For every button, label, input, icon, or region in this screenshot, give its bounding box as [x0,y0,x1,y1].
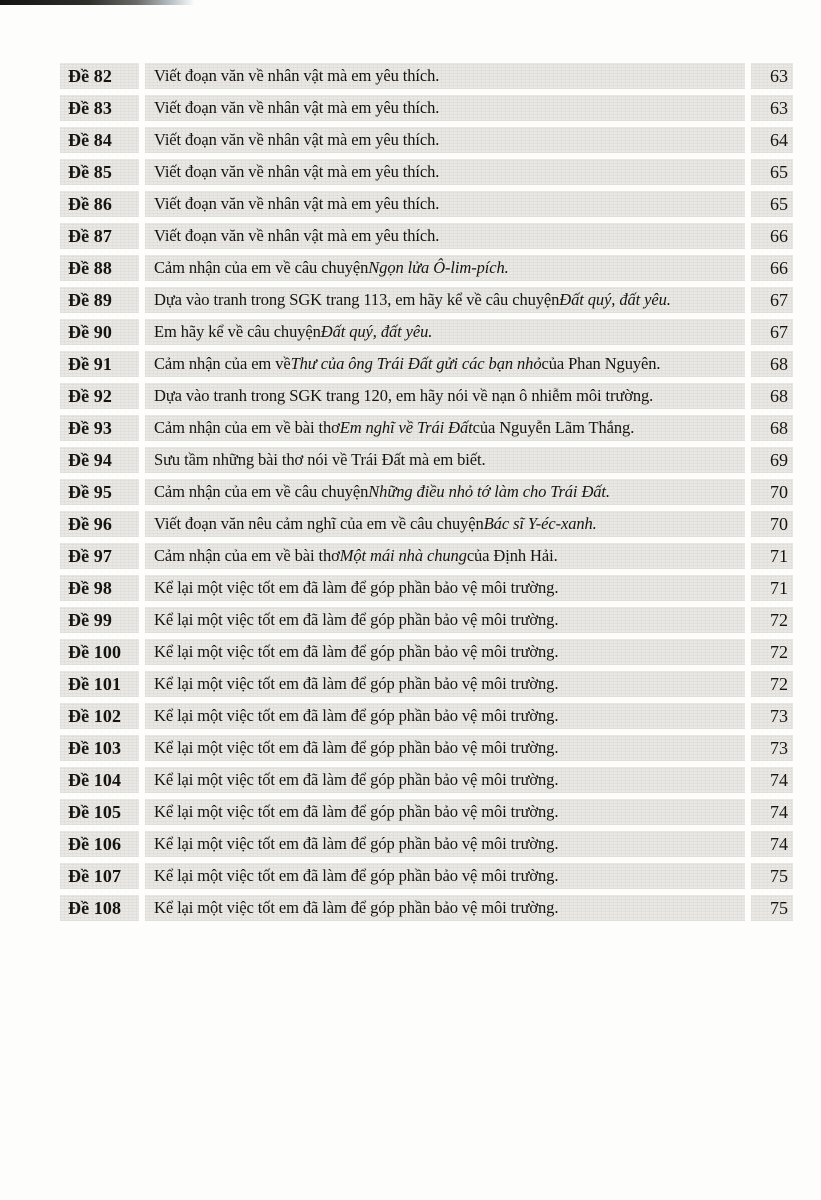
toc-row [60,127,793,153]
toc-row [60,447,793,473]
toc-row-page-number: 68 [751,351,793,377]
toc-row-page-number: 71 [751,543,793,569]
toc-row [60,735,793,761]
toc-row [60,351,793,377]
toc-row-label: Đề 96 [60,511,139,537]
toc-row-page-number: 75 [751,895,793,921]
description-text: Dựa vào tranh trong SGK trang 113, em hãy kể về câu chuyện [154,290,560,309]
toc-row [60,479,793,505]
book-title-italic: Thư của ông Trái Đất gửi các bạn nhỏ [290,354,542,373]
book-title-italic: Đất quý, đất yêu. [320,322,433,341]
toc-row [60,543,793,569]
toc-row [60,191,793,217]
description-text: Viết đoạn văn về nhân vật mà em yêu thích. [154,162,440,181]
toc-row [60,383,793,409]
toc-row-description [145,799,745,825]
toc-row-description [145,351,745,377]
description-text: Viết đoạn văn về nhân vật mà em yêu thích. [154,194,440,213]
toc-row-label: Đề 107 [60,863,139,889]
toc-row-page-number: 63 [751,95,793,121]
description-text: Dựa vào tranh trong SGK trang 120, em hãy nói về nạn ô nhiễm môi trường. [154,386,654,405]
book-title-italic: Ngọn lửa Ô-lim-pích. [368,258,509,277]
toc-row-page-number: 74 [751,799,793,825]
toc-row-label: Đề 101 [60,671,139,697]
description-text: Kể lại một việc tốt em đã làm để góp phần bảo vệ môi trường. [154,898,559,917]
description-text: Kể lại một việc tốt em đã làm để góp phần bảo vệ môi trường. [154,770,559,789]
toc-row-description [145,543,745,569]
toc-row-description [145,191,745,217]
toc-row-label: Đề 103 [60,735,139,761]
description-text: Kể lại một việc tốt em đã làm để góp phần bảo vệ môi trường. [154,674,559,693]
toc-row [60,895,793,921]
toc-row [60,863,793,889]
toc-row-page-number: 73 [751,703,793,729]
description-text: Cảm nhận của em về bài thơ [154,546,340,565]
toc-row-label: Đề 91 [60,351,139,377]
toc-row-label: Đề 106 [60,831,139,857]
toc-row-label: Đề 93 [60,415,139,441]
toc-row-description [145,639,745,665]
toc-row-description [145,287,745,313]
toc-row-page-number: 65 [751,191,793,217]
table-of-contents [60,63,793,921]
toc-row-description [145,255,745,281]
toc-row [60,767,793,793]
description-text: Viết đoạn văn về nhân vật mà em yêu thích. [154,66,440,85]
toc-row [60,159,793,185]
toc-row-page-number: 67 [751,319,793,345]
book-title-italic: Em nghĩ về Trái Đất [339,418,473,437]
scan-artifact-strip [0,0,195,5]
toc-row-label: Đề 94 [60,447,139,473]
toc-row-label: Đề 82 [60,63,139,89]
toc-row-page-number: 69 [751,447,793,473]
toc-row-description [145,863,745,889]
toc-row-page-number: 70 [751,511,793,537]
book-title-italic: Một mái nhà chung [339,546,467,565]
toc-row-description [145,479,745,505]
toc-row-page-number: 66 [751,223,793,249]
toc-row-page-number: 67 [751,287,793,313]
toc-row [60,287,793,313]
description-text: Em hãy kể về câu chuyện [154,322,321,341]
toc-row [60,575,793,601]
toc-row [60,255,793,281]
toc-row [60,703,793,729]
toc-row-description [145,895,745,921]
toc-row-label: Đề 87 [60,223,139,249]
toc-row [60,511,793,537]
toc-row-description [145,159,745,185]
toc-row-page-number: 64 [751,127,793,153]
description-text: Kể lại một việc tốt em đã làm để góp phần bảo vệ môi trường. [154,706,559,725]
toc-row-page-number: 73 [751,735,793,761]
toc-row-label: Đề 99 [60,607,139,633]
book-title-italic: Những điều nhỏ tớ làm cho Trái Đất. [368,482,610,501]
toc-row [60,639,793,665]
toc-row-description [145,575,745,601]
description-text: Kể lại một việc tốt em đã làm để góp phần bảo vệ môi trường. [154,866,559,885]
toc-row-description [145,447,745,473]
toc-row-label: Đề 98 [60,575,139,601]
toc-row [60,671,793,697]
toc-row-description [145,415,745,441]
toc-row-page-number: 71 [751,575,793,601]
toc-row [60,95,793,121]
toc-row-page-number: 74 [751,831,793,857]
toc-row-description [145,703,745,729]
description-text: Cảm nhận của em về bài thơ [154,418,340,437]
toc-row-page-number: 63 [751,63,793,89]
description-text: của Nguyễn Lãm Thắng. [472,418,635,437]
toc-row-label: Đề 95 [60,479,139,505]
toc-row-label: Đề 104 [60,767,139,793]
toc-row [60,319,793,345]
toc-row-label: Đề 86 [60,191,139,217]
toc-row-label: Đề 88 [60,255,139,281]
toc-row-page-number: 66 [751,255,793,281]
toc-row-page-number: 70 [751,479,793,505]
toc-row-label: Đề 92 [60,383,139,409]
toc-row-description [145,831,745,857]
toc-row [60,63,793,89]
description-text: Sưu tầm những bài thơ nói về Trái Đất mà em biết. [154,450,486,469]
toc-row [60,831,793,857]
toc-row-page-number: 74 [751,767,793,793]
toc-row [60,223,793,249]
description-text: Kể lại một việc tốt em đã làm để góp phần bảo vệ môi trường. [154,610,559,629]
toc-row-label: Đề 85 [60,159,139,185]
description-text: Kể lại một việc tốt em đã làm để góp phần bảo vệ môi trường. [154,578,559,597]
toc-row-label: Đề 100 [60,639,139,665]
toc-row-description [145,95,745,121]
toc-row-description [145,383,745,409]
toc-row [60,415,793,441]
toc-row-label: Đề 105 [60,799,139,825]
toc-row-label: Đề 108 [60,895,139,921]
toc-row-label: Đề 102 [60,703,139,729]
toc-row-description [145,223,745,249]
toc-row-description [145,127,745,153]
description-text: của Định Hải. [466,546,558,565]
description-text: của Phan Nguyên. [541,354,661,373]
toc-row [60,607,793,633]
toc-row-description [145,511,745,537]
toc-row-label: Đề 83 [60,95,139,121]
book-title-italic: Đất quý, đất yêu. [559,290,671,309]
description-text: Kể lại một việc tốt em đã làm để góp phần bảo vệ môi trường. [154,642,559,661]
toc-row-page-number: 68 [751,383,793,409]
description-text: Cảm nhận của em về câu chuyện [154,482,369,501]
toc-row [60,799,793,825]
description-text: Kể lại một việc tốt em đã làm để góp phần bảo vệ môi trường. [154,834,559,853]
description-text: Kể lại một việc tốt em đã làm để góp phần bảo vệ môi trường. [154,802,559,821]
toc-row-page-number: 75 [751,863,793,889]
description-text: Cảm nhận của em về [154,354,291,373]
toc-row-label: Đề 90 [60,319,139,345]
description-text: Viết đoạn văn về nhân vật mà em yêu thích. [154,98,440,117]
description-text: Viết đoạn văn về nhân vật mà em yêu thích. [154,130,440,149]
toc-row-label: Đề 84 [60,127,139,153]
description-text: Viết đoạn văn nêu cảm nghĩ của em về câu chuyện [154,514,484,533]
toc-row-page-number: 65 [751,159,793,185]
description-text: Kể lại một việc tốt em đã làm để góp phần bảo vệ môi trường. [154,738,559,757]
toc-row-page-number: 72 [751,607,793,633]
toc-row-description [145,735,745,761]
toc-row-label: Đề 89 [60,287,139,313]
description-text: Viết đoạn văn về nhân vật mà em yêu thích. [154,226,440,245]
toc-row-description [145,319,745,345]
toc-row-page-number: 72 [751,671,793,697]
description-text: Cảm nhận của em về câu chuyện [154,258,369,277]
toc-row-page-number: 68 [751,415,793,441]
toc-row-label: Đề 97 [60,543,139,569]
toc-row-description [145,767,745,793]
toc-row-page-number: 72 [751,639,793,665]
book-title-italic: Bác sĩ Y-éc-xanh. [483,514,597,533]
toc-row-description [145,63,745,89]
toc-row-description [145,607,745,633]
toc-row-description [145,671,745,697]
